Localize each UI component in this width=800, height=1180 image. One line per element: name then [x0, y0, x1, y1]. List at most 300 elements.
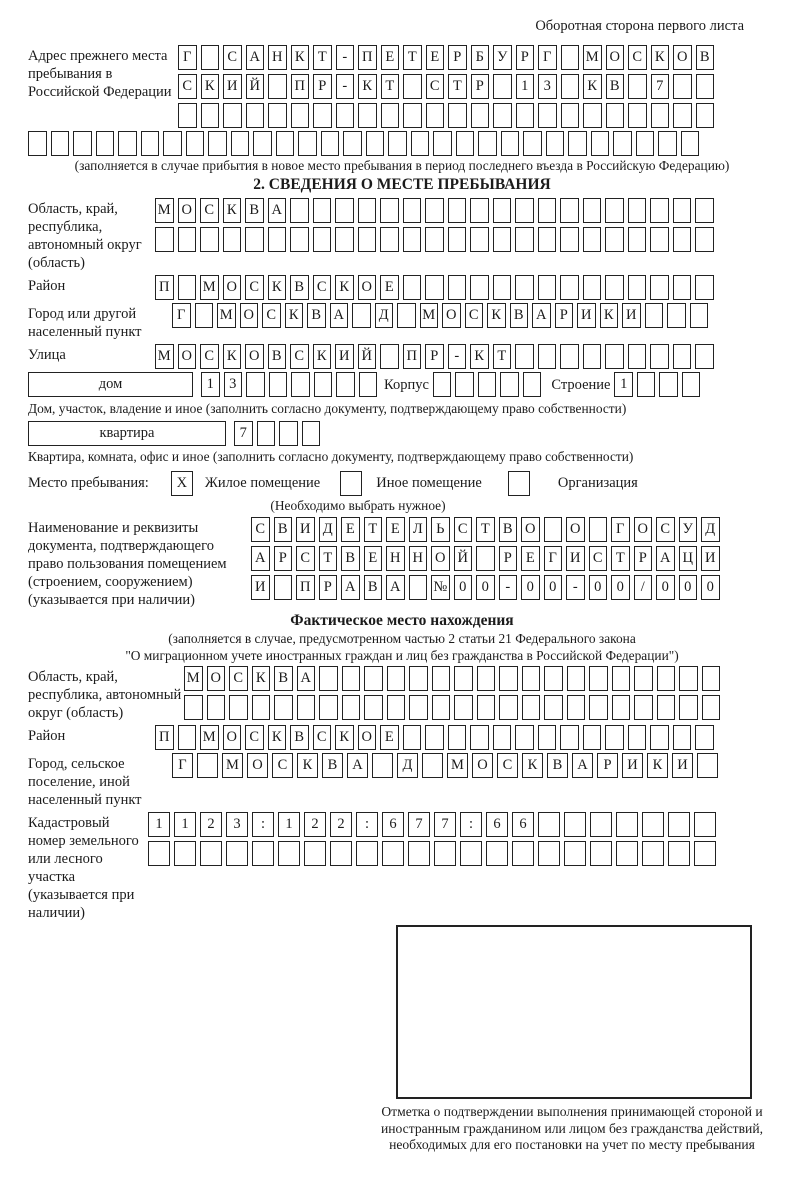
char-cell: О [673, 45, 692, 70]
char-cell: Ь [431, 517, 450, 542]
char-cell: Е [380, 725, 399, 750]
char-cell [616, 841, 638, 866]
char-cell [544, 695, 563, 720]
char-cell [253, 131, 272, 156]
char-cell [478, 131, 497, 156]
char-cell [538, 841, 560, 866]
char-cell: Т [493, 344, 512, 369]
char-cell [673, 275, 692, 300]
char-cell [387, 666, 406, 691]
char-cell: 6 [382, 812, 404, 837]
char-cell: М [217, 303, 236, 328]
char-cell: К [297, 753, 318, 778]
char-cell: М [200, 725, 219, 750]
char-cell: Й [358, 344, 377, 369]
char-cell [118, 131, 137, 156]
char-cell: Г [172, 303, 191, 328]
street-row [155, 344, 714, 369]
char-cell [397, 303, 416, 328]
char-cell: Н [386, 546, 405, 571]
char-cell: : [460, 812, 482, 837]
char-cell [658, 131, 677, 156]
actual-region-grid [184, 666, 720, 720]
char-cell [403, 198, 422, 223]
char-cell [560, 227, 579, 252]
confirmation-stamp-box [396, 925, 752, 1099]
char-cell [195, 303, 214, 328]
char-cell [561, 45, 580, 70]
char-cell [186, 131, 205, 156]
char-cell [470, 275, 489, 300]
char-cell: Г [538, 45, 557, 70]
char-cell [538, 725, 557, 750]
char-cell: О [223, 275, 242, 300]
header-note: Оборотная сторона первого листа [535, 18, 744, 34]
char-cell: О [240, 303, 259, 328]
char-cell: Т [313, 45, 332, 70]
char-cell [336, 103, 355, 128]
char-cell [246, 372, 265, 397]
char-cell: П [358, 45, 377, 70]
char-cell [493, 275, 512, 300]
char-cell [358, 227, 377, 252]
prev-address-label: Адрес прежнего места пребывания в Российской Федерации [28, 48, 172, 100]
char-cell [366, 131, 385, 156]
char-cell: К [647, 753, 668, 778]
document-grid [251, 517, 720, 600]
char-cell [336, 372, 355, 397]
char-cell: А [330, 303, 349, 328]
char-cell: К [583, 74, 602, 99]
char-cell [695, 725, 714, 750]
char-cell: М [184, 666, 203, 691]
char-cell: А [297, 666, 316, 691]
char-cell: М [447, 753, 468, 778]
char-cell: 7 [408, 812, 430, 837]
char-cell: И [566, 546, 585, 571]
char-cell [694, 841, 716, 866]
char-cell [409, 666, 428, 691]
char-cell: С [296, 546, 315, 571]
char-cell [605, 344, 624, 369]
char-cell [516, 103, 535, 128]
char-cell [330, 841, 352, 866]
char-cell [302, 421, 321, 446]
char-cell [583, 198, 602, 223]
char-cell: П [155, 725, 174, 750]
char-cell: С [245, 275, 264, 300]
char-cell: 7 [434, 812, 456, 837]
char-cell: : [356, 812, 378, 837]
char-cell: Р [634, 546, 653, 571]
char-cell [460, 841, 482, 866]
char-cell [568, 131, 587, 156]
char-cell: А [386, 575, 405, 600]
char-cell: И [672, 753, 693, 778]
street-label: Улица [28, 347, 66, 363]
char-cell: А [347, 753, 368, 778]
char-cell [522, 695, 541, 720]
char-cell [448, 725, 467, 750]
char-cell: П [403, 344, 422, 369]
actual-district-row [155, 725, 714, 750]
char-cell [434, 841, 456, 866]
char-cell: Ц [679, 546, 698, 571]
char-cell [141, 131, 160, 156]
apartment-cells [234, 421, 320, 446]
char-cell: Р [499, 546, 518, 571]
char-cell: 2 [200, 812, 222, 837]
char-cell: 6 [512, 812, 534, 837]
char-cell: - [336, 74, 355, 99]
char-cell: С [426, 74, 445, 99]
char-cell: 6 [486, 812, 508, 837]
char-cell: 2 [304, 812, 326, 837]
char-cell: 3 [224, 372, 243, 397]
char-cell [515, 275, 534, 300]
char-cell [274, 575, 293, 600]
char-cell [409, 575, 428, 600]
char-cell: К [223, 198, 242, 223]
char-cell [319, 666, 338, 691]
char-cell: Р [516, 45, 535, 70]
street-block [28, 344, 776, 369]
char-cell [696, 103, 715, 128]
char-cell [583, 275, 602, 300]
char-cell: 7 [651, 74, 670, 99]
char-cell [364, 695, 383, 720]
char-cell: А [572, 753, 593, 778]
char-cell [538, 103, 557, 128]
char-cell: А [532, 303, 551, 328]
char-cell [313, 227, 332, 252]
char-cell [515, 198, 534, 223]
char-cell: Т [364, 517, 383, 542]
char-cell: Г [611, 517, 630, 542]
cadastral-label: Кадастровый номер земельного или лесного участка (указывается при наличии) [28, 815, 139, 921]
char-cell [178, 725, 197, 750]
char-cell: 1 [201, 372, 220, 397]
char-cell: В [322, 753, 343, 778]
actual-city-row [172, 753, 718, 778]
char-cell [560, 275, 579, 300]
region-grid [155, 198, 714, 252]
char-cell: У [493, 45, 512, 70]
char-cell [388, 131, 407, 156]
char-cell [681, 131, 700, 156]
char-cell: П [296, 575, 315, 600]
char-cell [433, 131, 452, 156]
char-cell: Е [521, 546, 540, 571]
char-cell: С [200, 198, 219, 223]
char-cell [268, 74, 287, 99]
char-cell: В [290, 275, 309, 300]
char-cell: О [431, 546, 450, 571]
city-block [28, 303, 776, 341]
char-cell [605, 725, 624, 750]
char-cell: И [223, 74, 242, 99]
stay-type-checkbox-other [340, 471, 362, 496]
char-cell: К [487, 303, 506, 328]
char-cell [583, 227, 602, 252]
char-cell [148, 841, 170, 866]
char-cell [448, 227, 467, 252]
char-cell: А [251, 546, 270, 571]
char-cell [612, 666, 631, 691]
char-cell: Б [471, 45, 490, 70]
char-cell: П [155, 275, 174, 300]
char-cell: В [547, 753, 568, 778]
cadastral-grid [148, 812, 716, 866]
char-cell [290, 227, 309, 252]
char-cell [702, 666, 721, 691]
char-cell: О [207, 666, 226, 691]
char-cell: В [290, 725, 309, 750]
char-cell [667, 303, 686, 328]
char-cell: А [268, 198, 287, 223]
char-cell: Т [381, 74, 400, 99]
char-cell: А [341, 575, 360, 600]
char-cell: Д [701, 517, 720, 542]
char-cell: Е [364, 546, 383, 571]
char-cell: Р [555, 303, 574, 328]
actual-region-label: Область, край, республика, автономный округ (область) [28, 669, 182, 721]
char-cell: И [335, 344, 354, 369]
char-cell [257, 421, 276, 446]
char-cell: О [634, 517, 653, 542]
char-cell [433, 372, 452, 397]
char-cell: С [251, 517, 270, 542]
char-cell: С [200, 344, 219, 369]
char-cell: С [465, 303, 484, 328]
char-cell [476, 546, 495, 571]
char-cell [589, 666, 608, 691]
char-cell [634, 695, 653, 720]
char-cell [425, 725, 444, 750]
document-row-2 [251, 546, 720, 571]
char-cell [223, 103, 242, 128]
char-cell [628, 103, 647, 128]
char-cell [695, 227, 714, 252]
char-cell [403, 227, 422, 252]
char-cell [501, 131, 520, 156]
city-row [172, 303, 708, 328]
char-cell: К [522, 753, 543, 778]
char-cell [657, 666, 676, 691]
char-cell [380, 227, 399, 252]
char-cell [422, 753, 443, 778]
char-cell [342, 666, 361, 691]
actual-location-title: Фактическое место нахождения [290, 612, 514, 629]
char-cell: Й [454, 546, 473, 571]
char-cell [523, 372, 542, 397]
char-cell [560, 725, 579, 750]
char-cell [650, 198, 669, 223]
char-cell [291, 372, 310, 397]
stay-type-option-organization: Организация [557, 475, 638, 491]
char-cell: В [268, 344, 287, 369]
char-cell: В [696, 45, 715, 70]
region-row-2 [155, 227, 714, 252]
char-cell [538, 812, 560, 837]
char-cell [544, 666, 563, 691]
char-cell: О [178, 344, 197, 369]
char-cell [291, 103, 310, 128]
char-cell [659, 372, 678, 397]
char-cell [650, 725, 669, 750]
char-cell [538, 344, 557, 369]
char-cell [73, 131, 92, 156]
char-cell [470, 227, 489, 252]
actual-location-caption-2: "О миграционном учете иностранных граждан и лиц без гражданства в Российской Федерации") [125, 648, 679, 663]
char-cell [493, 103, 512, 128]
char-cell [201, 103, 220, 128]
char-cell [426, 103, 445, 128]
confirmation-mark-caption: Отметка о подтверждении выполнения принимающей стороной и иностранным гражданином или лицом без гражданства действий, необходимых для его постановки на учет по месту пребывания [381, 1104, 763, 1152]
char-cell [616, 812, 638, 837]
char-cell [290, 198, 309, 223]
char-cell [387, 695, 406, 720]
char-cell [411, 131, 430, 156]
char-cell [200, 227, 219, 252]
char-cell: 3 [226, 812, 248, 837]
char-cell [364, 666, 383, 691]
stay-type-label: Место пребывания: [28, 475, 149, 491]
cadastral-block [28, 812, 776, 922]
char-cell [650, 344, 669, 369]
actual-location-caption-1: (заполняется в случае, предусмотренном частью 2 статьи 21 Федерального закона [168, 631, 636, 646]
char-cell [229, 695, 248, 720]
char-cell [477, 695, 496, 720]
char-cell: И [296, 517, 315, 542]
char-cell [28, 131, 47, 156]
char-cell [358, 198, 377, 223]
char-cell [651, 103, 670, 128]
char-cell [690, 303, 709, 328]
stay-type-checkbox-organization [508, 471, 530, 496]
char-cell [245, 227, 264, 252]
char-cell: О [566, 517, 585, 542]
char-cell: О [358, 725, 377, 750]
document-label: Наименование и реквизиты документа, подтверждающего право пользования помещением (строением, сооружением) (указывается при наличии) [28, 520, 227, 608]
char-cell [642, 841, 664, 866]
apartment-caption: Квартира, комната, офис и иное (заполнить согласно документу, подтверждающему право собственности) [28, 449, 634, 464]
char-cell [432, 695, 451, 720]
char-cell [269, 372, 288, 397]
char-cell: : [252, 812, 274, 837]
char-cell: Н [409, 546, 428, 571]
char-cell: С [589, 546, 608, 571]
char-cell: С [178, 74, 197, 99]
char-cell [155, 227, 174, 252]
char-cell [200, 841, 222, 866]
stay-type-option-residential: Жилое помещение [204, 475, 321, 491]
char-cell [448, 198, 467, 223]
char-cell [499, 695, 518, 720]
char-cell: К [291, 45, 310, 70]
char-cell: К [268, 725, 287, 750]
char-cell: У [679, 517, 698, 542]
char-cell: Е [341, 517, 360, 542]
cadastral-row-1 [148, 812, 716, 837]
char-cell: К [201, 74, 220, 99]
char-cell: Е [386, 517, 405, 542]
house-caption: Дом, участок, владение и иное (заполнить согласно документу, подтверждающему право собственности) [28, 401, 627, 416]
char-cell: А [246, 45, 265, 70]
char-cell [515, 227, 534, 252]
char-cell [268, 227, 287, 252]
char-cell [380, 198, 399, 223]
char-cell [613, 131, 632, 156]
char-cell: О [223, 725, 242, 750]
char-cell [298, 131, 317, 156]
char-cell [682, 372, 701, 397]
char-cell [493, 725, 512, 750]
char-cell [544, 517, 563, 542]
district-block [28, 275, 776, 300]
char-cell [538, 275, 557, 300]
char-cell: Р [597, 753, 618, 778]
char-cell [380, 344, 399, 369]
char-cell [408, 841, 430, 866]
char-cell [628, 227, 647, 252]
char-cell: С [262, 303, 281, 328]
char-cell: С [313, 725, 332, 750]
char-cell: Г [544, 546, 563, 571]
char-cell [560, 344, 579, 369]
char-cell [500, 372, 519, 397]
district-row [155, 275, 714, 300]
char-cell [546, 131, 565, 156]
char-cell [381, 103, 400, 128]
char-cell: К [470, 344, 489, 369]
char-cell: Р [425, 344, 444, 369]
char-cell: М [420, 303, 439, 328]
char-cell: М [222, 753, 243, 778]
char-cell: К [268, 275, 287, 300]
char-cell [567, 695, 586, 720]
stay-type-option-other: Иное помещение [376, 475, 482, 491]
char-cell: № [431, 575, 450, 600]
char-cell: О [247, 753, 268, 778]
char-cell: 1 [148, 812, 170, 837]
document-block [28, 517, 776, 609]
char-cell [591, 131, 610, 156]
char-cell: Е [381, 45, 400, 70]
char-cell: С [454, 517, 473, 542]
char-cell [448, 103, 467, 128]
char-cell [695, 275, 714, 300]
char-cell: П [291, 74, 310, 99]
char-cell: Г [178, 45, 197, 70]
char-cell [358, 103, 377, 128]
char-cell [628, 198, 647, 223]
korpus-label: Корпус [384, 377, 429, 393]
char-cell: 2 [330, 812, 352, 837]
char-cell [628, 74, 647, 99]
char-cell [321, 131, 340, 156]
char-cell [403, 103, 422, 128]
char-cell [359, 372, 378, 397]
char-cell [642, 812, 664, 837]
char-cell: В [499, 517, 518, 542]
char-cell: 7 [234, 421, 253, 446]
char-cell [515, 344, 534, 369]
stay-type-checkbox-residential: X [171, 471, 193, 496]
char-cell: О [472, 753, 493, 778]
char-cell [512, 841, 534, 866]
char-cell [51, 131, 70, 156]
